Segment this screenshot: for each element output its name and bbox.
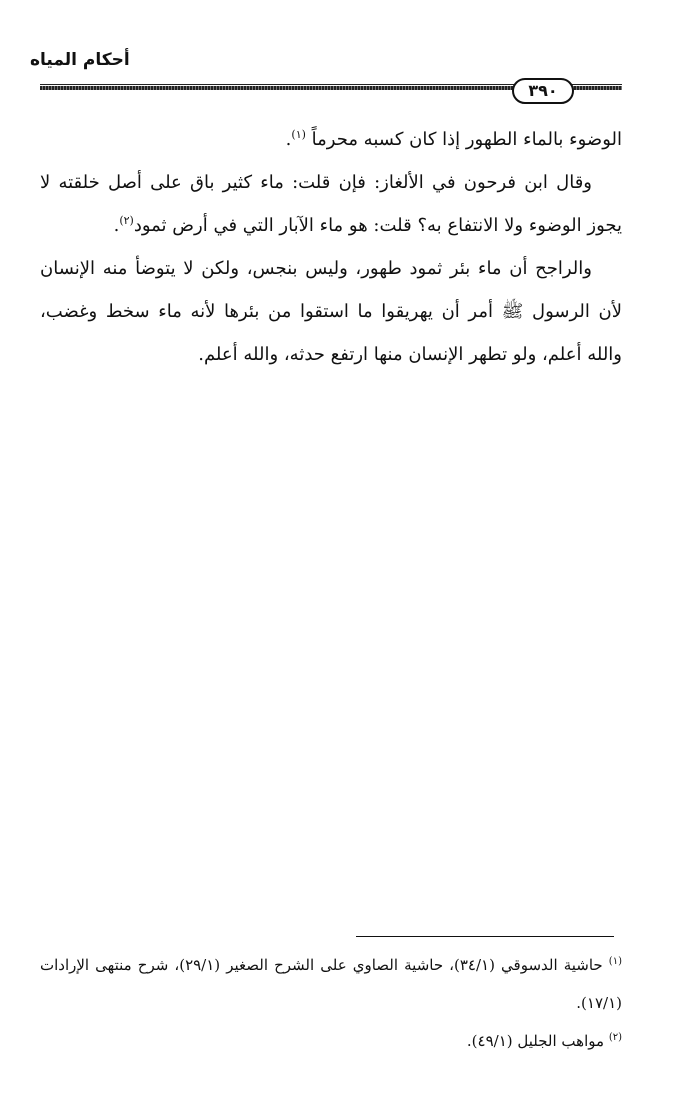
footnote-2-text: مواهب الجليل (٤٩/١). <box>466 1032 605 1050</box>
footnote-2-number: (٢) <box>608 1032 622 1043</box>
footnote-ref-2: (٢) <box>119 214 134 227</box>
footnote-1-text: حاشية الدسوقي (٣٤/١)، حاشية الصاوي على الشرح الصغير (٢٩/١)، شرح منتهى الإرادات (١٧/١). <box>40 956 622 1012</box>
paragraph-1-text: الوضوء بالماء الطهور إذا كان كسبه محرماً <box>311 129 622 150</box>
page-number: ٣٩٠ <box>512 78 574 104</box>
paragraph-3: والراجح أن ماء بئر ثمود طهور، وليس بنجس، ولكن لا يتوضأ منه الإنسان لأن الرسول ﷺ أمر أن يهريقوا ما استقوا من بئرها لأنه ماء سخط وغضب، والله أعلم، ولو تطهر الإنسان منها ارتفع حدثه، والله أعلم. <box>40 258 622 365</box>
paragraph-2 <box>40 161 622 247</box>
paragraph-2-end: . <box>113 215 120 236</box>
footnote-2 <box>40 1022 622 1060</box>
footnote-1-number: (١) <box>608 956 622 967</box>
paragraph-2-text: وقال ابن فرحون في الألغاز: فإن قلت: ماء كثير باق على أصل خلقته لا يجوز الوضوء ولا الانتفاع به؟ قلت: هو ماء الآبار التي في أرض ثمود <box>40 172 622 236</box>
footnote-ref-1: (١) <box>291 128 306 141</box>
footnotes <box>40 946 622 1060</box>
paragraph-1 <box>40 118 622 161</box>
footnote-1 <box>40 946 622 1022</box>
paragraph-1-end: . <box>285 129 292 150</box>
running-title: أحكام المياه <box>30 50 130 70</box>
footnote-rule <box>356 936 614 937</box>
body-text <box>40 118 622 376</box>
